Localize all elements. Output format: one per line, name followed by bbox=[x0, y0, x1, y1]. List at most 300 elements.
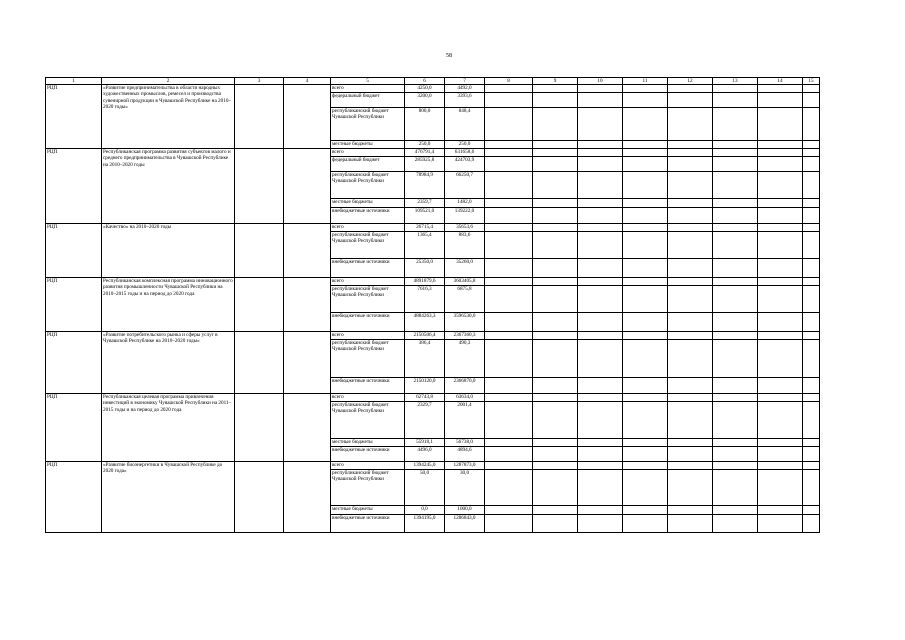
empty-cell-8 bbox=[485, 278, 533, 286]
funding-source: всего bbox=[331, 85, 405, 93]
empty-cell-3 bbox=[235, 149, 284, 224]
empty-cell-15 bbox=[803, 462, 820, 470]
empty-cell-11 bbox=[623, 340, 668, 378]
empty-cell-8 bbox=[485, 93, 533, 108]
empty-cell-4 bbox=[284, 462, 331, 533]
empty-cell-11 bbox=[623, 141, 668, 149]
empty-cell-8 bbox=[485, 506, 533, 515]
empty-cell-9 bbox=[533, 232, 578, 259]
value-col7: 2367360,3 bbox=[445, 332, 485, 340]
empty-cell-4 bbox=[284, 224, 331, 278]
program-type: РЦП bbox=[46, 332, 102, 394]
empty-cell-10 bbox=[578, 439, 623, 447]
empty-cell-10 bbox=[578, 286, 623, 313]
empty-cell-3 bbox=[235, 278, 284, 332]
empty-cell-11 bbox=[623, 515, 668, 533]
funding-source: местные бюджеты bbox=[331, 141, 405, 149]
empty-cell-3 bbox=[235, 85, 284, 149]
empty-cell-12 bbox=[668, 515, 713, 533]
empty-cell-11 bbox=[623, 439, 668, 447]
table-row bbox=[46, 394, 820, 402]
program-type: РЦП bbox=[46, 224, 102, 278]
empty-cell-12 bbox=[668, 340, 713, 378]
value-col7: 1000,0 bbox=[445, 506, 485, 515]
value-col6: 3200,0 bbox=[405, 93, 445, 108]
empty-cell-10 bbox=[578, 224, 623, 232]
empty-cell-13 bbox=[713, 108, 758, 141]
empty-cell-10 bbox=[578, 232, 623, 259]
value-col7: 66250,7 bbox=[445, 172, 485, 199]
empty-cell-13 bbox=[713, 402, 758, 439]
empty-cell-11 bbox=[623, 470, 668, 506]
value-col6: 476791,4 bbox=[405, 149, 445, 157]
empty-cell-9 bbox=[533, 157, 578, 172]
empty-cell-15 bbox=[803, 224, 820, 232]
empty-cell-12 bbox=[668, 313, 713, 332]
empty-cell-3 bbox=[235, 394, 284, 462]
empty-cell-14 bbox=[758, 208, 803, 224]
value-col7: 63634,0 bbox=[445, 394, 485, 402]
program-name: Республиканская комплексная программа инновационного развития промышленности Чувашской Республики на 2010–2015 годы и на период до 2020 года bbox=[102, 278, 235, 332]
value-col6: 7616,3 bbox=[405, 286, 445, 313]
empty-cell-10 bbox=[578, 278, 623, 286]
empty-cell-9 bbox=[533, 278, 578, 286]
empty-cell-13 bbox=[713, 157, 758, 172]
empty-cell-13 bbox=[713, 340, 758, 378]
value-col6: 2329,7 bbox=[405, 402, 445, 439]
value-col6: 4250,0 bbox=[405, 85, 445, 93]
empty-cell-14 bbox=[758, 506, 803, 515]
empty-cell-3 bbox=[235, 462, 284, 533]
value-col7: 139222,0 bbox=[445, 208, 485, 224]
empty-cell-9 bbox=[533, 506, 578, 515]
empty-cell-8 bbox=[485, 286, 533, 313]
empty-cell-3 bbox=[235, 332, 284, 394]
empty-cell-15 bbox=[803, 402, 820, 439]
empty-cell-11 bbox=[623, 332, 668, 340]
funding-source: внебюджетные источники bbox=[331, 259, 405, 278]
funding-source: внебюджетные источники bbox=[331, 515, 405, 533]
empty-cell-13 bbox=[713, 286, 758, 313]
empty-cell-15 bbox=[803, 394, 820, 402]
empty-cell-14 bbox=[758, 462, 803, 470]
empty-cell-15 bbox=[803, 259, 820, 278]
value-col7: 35260,0 bbox=[445, 259, 485, 278]
program-type: РЦП bbox=[46, 85, 102, 149]
empty-cell-8 bbox=[485, 515, 533, 533]
value-col7: 848,4 bbox=[445, 108, 485, 141]
empty-cell-10 bbox=[578, 313, 623, 332]
empty-cell-12 bbox=[668, 332, 713, 340]
empty-cell-14 bbox=[758, 394, 803, 402]
empty-cell-4 bbox=[284, 149, 331, 224]
empty-cell-12 bbox=[668, 141, 713, 149]
empty-cell-9 bbox=[533, 515, 578, 533]
value-col6: 2150120,0 bbox=[405, 378, 445, 394]
value-col6: 0,0 bbox=[405, 506, 445, 515]
empty-cell-15 bbox=[803, 172, 820, 199]
empty-cell-9 bbox=[533, 447, 578, 462]
empty-cell-11 bbox=[623, 157, 668, 172]
value-col7: 631658,6 bbox=[445, 149, 485, 157]
empty-cell-13 bbox=[713, 332, 758, 340]
empty-cell-13 bbox=[713, 394, 758, 402]
empty-cell-11 bbox=[623, 172, 668, 199]
empty-cell-12 bbox=[668, 85, 713, 93]
funding-source: внебюджетные источники bbox=[331, 378, 405, 394]
funding-source: республиканский бюджет Чувашской Республики bbox=[331, 172, 405, 199]
col-header: 3 bbox=[235, 78, 284, 85]
empty-cell-15 bbox=[803, 286, 820, 313]
empty-cell-10 bbox=[578, 447, 623, 462]
empty-cell-9 bbox=[533, 108, 578, 141]
empty-cell-14 bbox=[758, 278, 803, 286]
empty-cell-11 bbox=[623, 447, 668, 462]
empty-cell-9 bbox=[533, 224, 578, 232]
value-col7: 56738,0 bbox=[445, 439, 485, 447]
table-row bbox=[46, 462, 820, 470]
empty-cell-15 bbox=[803, 506, 820, 515]
empty-cell-15 bbox=[803, 199, 820, 208]
empty-cell-9 bbox=[533, 402, 578, 439]
empty-cell-15 bbox=[803, 378, 820, 394]
empty-cell-11 bbox=[623, 232, 668, 259]
empty-cell-8 bbox=[485, 199, 533, 208]
empty-cell-9 bbox=[533, 462, 578, 470]
empty-cell-14 bbox=[758, 172, 803, 199]
empty-cell-9 bbox=[533, 93, 578, 108]
empty-cell-12 bbox=[668, 149, 713, 157]
empty-cell-13 bbox=[713, 208, 758, 224]
value-col6: 78984,9 bbox=[405, 172, 445, 199]
empty-cell-12 bbox=[668, 402, 713, 439]
empty-cell-8 bbox=[485, 108, 533, 141]
empty-cell-10 bbox=[578, 340, 623, 378]
col-header: 4 bbox=[284, 78, 331, 85]
funding-source: федеральный бюджет bbox=[331, 157, 405, 172]
funding-source: республиканский бюджет Чувашской Республики bbox=[331, 108, 405, 141]
empty-cell-15 bbox=[803, 157, 820, 172]
table-row bbox=[46, 85, 820, 93]
empty-cell-14 bbox=[758, 93, 803, 108]
empty-cell-10 bbox=[578, 93, 623, 108]
empty-cell-13 bbox=[713, 462, 758, 470]
empty-cell-13 bbox=[713, 259, 758, 278]
funding-source: республиканский бюджет Чувашской Республики bbox=[331, 286, 405, 313]
col-header: 14 bbox=[758, 78, 803, 85]
program-type: РЦП bbox=[46, 394, 102, 462]
empty-cell-15 bbox=[803, 278, 820, 286]
empty-cell-12 bbox=[668, 172, 713, 199]
empty-cell-15 bbox=[803, 515, 820, 533]
empty-cell-13 bbox=[713, 313, 758, 332]
empty-cell-14 bbox=[758, 378, 803, 394]
empty-cell-8 bbox=[485, 172, 533, 199]
empty-cell-14 bbox=[758, 332, 803, 340]
funding-source: всего bbox=[331, 149, 405, 157]
col-header: 13 bbox=[713, 78, 758, 85]
empty-cell-11 bbox=[623, 378, 668, 394]
empty-cell-9 bbox=[533, 470, 578, 506]
col-header: 15 bbox=[803, 78, 820, 85]
funding-source: местные бюджеты bbox=[331, 199, 405, 208]
empty-cell-13 bbox=[713, 199, 758, 208]
empty-cell-13 bbox=[713, 93, 758, 108]
empty-cell-10 bbox=[578, 506, 623, 515]
empty-cell-8 bbox=[485, 208, 533, 224]
value-col7: 1482,0 bbox=[445, 199, 485, 208]
empty-cell-11 bbox=[623, 259, 668, 278]
empty-cell-12 bbox=[668, 278, 713, 286]
empty-cell-13 bbox=[713, 85, 758, 93]
funding-source: внебюджетные источники bbox=[331, 208, 405, 224]
empty-cell-9 bbox=[533, 313, 578, 332]
program-name: «Развитие потребительского рынка и сферы услуг в Чувашской Республике на 2010–2020 годы» bbox=[102, 332, 235, 394]
value-col7: 883,6 bbox=[445, 232, 485, 259]
empty-cell-8 bbox=[485, 224, 533, 232]
empty-cell-14 bbox=[758, 340, 803, 378]
value-col7: 3393,6 bbox=[445, 93, 485, 108]
empty-cell-9 bbox=[533, 199, 578, 208]
empty-cell-13 bbox=[713, 172, 758, 199]
empty-cell-12 bbox=[668, 224, 713, 232]
empty-cell-10 bbox=[578, 199, 623, 208]
funding-source: всего bbox=[331, 394, 405, 402]
empty-cell-9 bbox=[533, 394, 578, 402]
col-header: 11 bbox=[623, 78, 668, 85]
value-col7: 35653,6 bbox=[445, 224, 485, 232]
empty-cell-4 bbox=[284, 332, 331, 394]
empty-cell-10 bbox=[578, 85, 623, 93]
funding-source: всего bbox=[331, 224, 405, 232]
empty-cell-8 bbox=[485, 332, 533, 340]
empty-cell-14 bbox=[758, 149, 803, 157]
value-col7: 490,3 bbox=[445, 340, 485, 378]
col-header: 12 bbox=[668, 78, 713, 85]
empty-cell-11 bbox=[623, 278, 668, 286]
empty-cell-10 bbox=[578, 259, 623, 278]
program-type: РЦП bbox=[46, 462, 102, 533]
col-header: 5 bbox=[331, 78, 405, 85]
empty-cell-9 bbox=[533, 172, 578, 199]
empty-cell-9 bbox=[533, 149, 578, 157]
empty-cell-10 bbox=[578, 172, 623, 199]
program-name: «Качество» на 2010–2020 годы bbox=[102, 224, 235, 278]
value-col6: 800,0 bbox=[405, 108, 445, 141]
value-col7: 2366870,0 bbox=[445, 378, 485, 394]
empty-cell-9 bbox=[533, 141, 578, 149]
funding-source: республиканский бюджет Чувашской Республики bbox=[331, 470, 405, 506]
empty-cell-8 bbox=[485, 85, 533, 93]
empty-cell-12 bbox=[668, 470, 713, 506]
value-col6: 25350,0 bbox=[405, 259, 445, 278]
funding-source: внебюджетные источники bbox=[331, 313, 405, 332]
empty-cell-14 bbox=[758, 85, 803, 93]
value-col6: 4884263,3 bbox=[405, 313, 445, 332]
col-header: 10 bbox=[578, 78, 623, 85]
value-col6: 2359,7 bbox=[405, 199, 445, 208]
funding-source: всего bbox=[331, 278, 405, 286]
empty-cell-9 bbox=[533, 340, 578, 378]
empty-cell-15 bbox=[803, 313, 820, 332]
funding-source: местные бюджеты bbox=[331, 439, 405, 447]
empty-cell-13 bbox=[713, 506, 758, 515]
value-col6: 26715,4 bbox=[405, 224, 445, 232]
empty-cell-8 bbox=[485, 402, 533, 439]
empty-cell-14 bbox=[758, 470, 803, 506]
empty-cell-11 bbox=[623, 394, 668, 402]
program-name: «Развитие предпринимательства в области народных художественных промыслов, ремесел и производства сувенирной продукции в Чувашской Республике на 2010–2020 годы» bbox=[102, 85, 235, 149]
empty-cell-14 bbox=[758, 157, 803, 172]
value-col6: 1365,4 bbox=[405, 232, 445, 259]
table-row bbox=[46, 224, 820, 232]
program-name: «Развитие биоэнергетики в Чувашской Республике до 2020 года» bbox=[102, 462, 235, 533]
empty-cell-8 bbox=[485, 340, 533, 378]
table-row bbox=[46, 278, 820, 286]
empty-cell-12 bbox=[668, 462, 713, 470]
empty-cell-11 bbox=[623, 462, 668, 470]
page-number: 58 bbox=[446, 53, 452, 59]
empty-cell-15 bbox=[803, 340, 820, 378]
empty-cell-8 bbox=[485, 157, 533, 172]
empty-cell-11 bbox=[623, 149, 668, 157]
empty-cell-13 bbox=[713, 224, 758, 232]
col-header: 2 bbox=[102, 78, 235, 85]
empty-cell-12 bbox=[668, 199, 713, 208]
empty-cell-4 bbox=[284, 394, 331, 462]
empty-cell-13 bbox=[713, 515, 758, 533]
empty-cell-10 bbox=[578, 394, 623, 402]
funding-source: федеральный бюджет bbox=[331, 93, 405, 108]
empty-cell-13 bbox=[713, 149, 758, 157]
funding-source: всего bbox=[331, 332, 405, 340]
empty-cell-10 bbox=[578, 141, 623, 149]
col-header: 6 bbox=[405, 78, 445, 85]
empty-cell-14 bbox=[758, 199, 803, 208]
value-col7: 4492,0 bbox=[445, 85, 485, 93]
empty-cell-12 bbox=[668, 447, 713, 462]
empty-cell-11 bbox=[623, 93, 668, 108]
value-col7: 250,0 bbox=[445, 141, 485, 149]
empty-cell-9 bbox=[533, 208, 578, 224]
empty-cell-4 bbox=[284, 85, 331, 149]
funding-source: местные бюджеты bbox=[331, 506, 405, 515]
empty-cell-8 bbox=[485, 470, 533, 506]
value-col6: 4891879,6 bbox=[405, 278, 445, 286]
empty-cell-15 bbox=[803, 108, 820, 141]
program-name: Республиканская целевая программа привлечения инвестиций в экономику Чувашской Республики на 2011–2015 годы и на период до 2020 года bbox=[102, 394, 235, 462]
value-col7: 6875,8 bbox=[445, 286, 485, 313]
empty-cell-14 bbox=[758, 141, 803, 149]
empty-cell-12 bbox=[668, 208, 713, 224]
empty-cell-14 bbox=[758, 402, 803, 439]
value-col6: 386,4 bbox=[405, 340, 445, 378]
value-col6: 1394195,0 bbox=[405, 515, 445, 533]
empty-cell-10 bbox=[578, 515, 623, 533]
empty-cell-15 bbox=[803, 439, 820, 447]
empty-cell-15 bbox=[803, 93, 820, 108]
table-row bbox=[46, 332, 820, 340]
empty-cell-8 bbox=[485, 394, 533, 402]
empty-cell-8 bbox=[485, 259, 533, 278]
value-col6: 4496,0 bbox=[405, 447, 445, 462]
empty-cell-8 bbox=[485, 378, 533, 394]
empty-cell-15 bbox=[803, 208, 820, 224]
empty-cell-10 bbox=[578, 157, 623, 172]
value-col6: 50,0 bbox=[405, 470, 445, 506]
empty-cell-8 bbox=[485, 232, 533, 259]
value-col6: 2150506,4 bbox=[405, 332, 445, 340]
empty-cell-11 bbox=[623, 224, 668, 232]
value-col6: 109521,0 bbox=[405, 208, 445, 224]
empty-cell-14 bbox=[758, 515, 803, 533]
col-header: 7 bbox=[445, 78, 485, 85]
empty-cell-15 bbox=[803, 85, 820, 93]
empty-cell-11 bbox=[623, 402, 668, 439]
empty-cell-11 bbox=[623, 108, 668, 141]
funding-source: внебюджетные источники bbox=[331, 447, 405, 462]
empty-cell-8 bbox=[485, 439, 533, 447]
empty-cell-14 bbox=[758, 439, 803, 447]
empty-cell-11 bbox=[623, 85, 668, 93]
empty-cell-11 bbox=[623, 506, 668, 515]
empty-cell-12 bbox=[668, 506, 713, 515]
value-col7: 1286843,0 bbox=[445, 515, 485, 533]
empty-cell-10 bbox=[578, 402, 623, 439]
empty-cell-13 bbox=[713, 470, 758, 506]
empty-cell-14 bbox=[758, 108, 803, 141]
empty-cell-10 bbox=[578, 378, 623, 394]
empty-cell-14 bbox=[758, 259, 803, 278]
empty-cell-10 bbox=[578, 149, 623, 157]
value-col7: 3603405,8 bbox=[445, 278, 485, 286]
empty-cell-10 bbox=[578, 470, 623, 506]
empty-cell-8 bbox=[485, 141, 533, 149]
empty-cell-15 bbox=[803, 149, 820, 157]
empty-cell-11 bbox=[623, 208, 668, 224]
funding-source: республиканский бюджет Чувашской Республики bbox=[331, 340, 405, 378]
value-col7: 4894,6 bbox=[445, 447, 485, 462]
empty-cell-8 bbox=[485, 462, 533, 470]
empty-cell-14 bbox=[758, 313, 803, 332]
empty-cell-15 bbox=[803, 141, 820, 149]
empty-cell-10 bbox=[578, 462, 623, 470]
value-col6: 285925,8 bbox=[405, 157, 445, 172]
empty-cell-9 bbox=[533, 259, 578, 278]
empty-cell-12 bbox=[668, 232, 713, 259]
funding-source: всего bbox=[331, 462, 405, 470]
empty-cell-8 bbox=[485, 149, 533, 157]
empty-cell-12 bbox=[668, 286, 713, 313]
col-header: 1 bbox=[46, 78, 102, 85]
empty-cell-4 bbox=[284, 278, 331, 332]
empty-cell-14 bbox=[758, 232, 803, 259]
empty-cell-13 bbox=[713, 278, 758, 286]
empty-cell-10 bbox=[578, 332, 623, 340]
empty-cell-13 bbox=[713, 378, 758, 394]
empty-cell-13 bbox=[713, 232, 758, 259]
value-col7: 2001,4 bbox=[445, 402, 485, 439]
empty-cell-8 bbox=[485, 313, 533, 332]
empty-cell-10 bbox=[578, 208, 623, 224]
table-row bbox=[46, 149, 820, 157]
empty-cell-12 bbox=[668, 157, 713, 172]
empty-cell-12 bbox=[668, 108, 713, 141]
empty-cell-15 bbox=[803, 332, 820, 340]
empty-cell-12 bbox=[668, 378, 713, 394]
value-col7: 1287873,0 bbox=[445, 462, 485, 470]
value-col7: 30,0 bbox=[445, 470, 485, 506]
